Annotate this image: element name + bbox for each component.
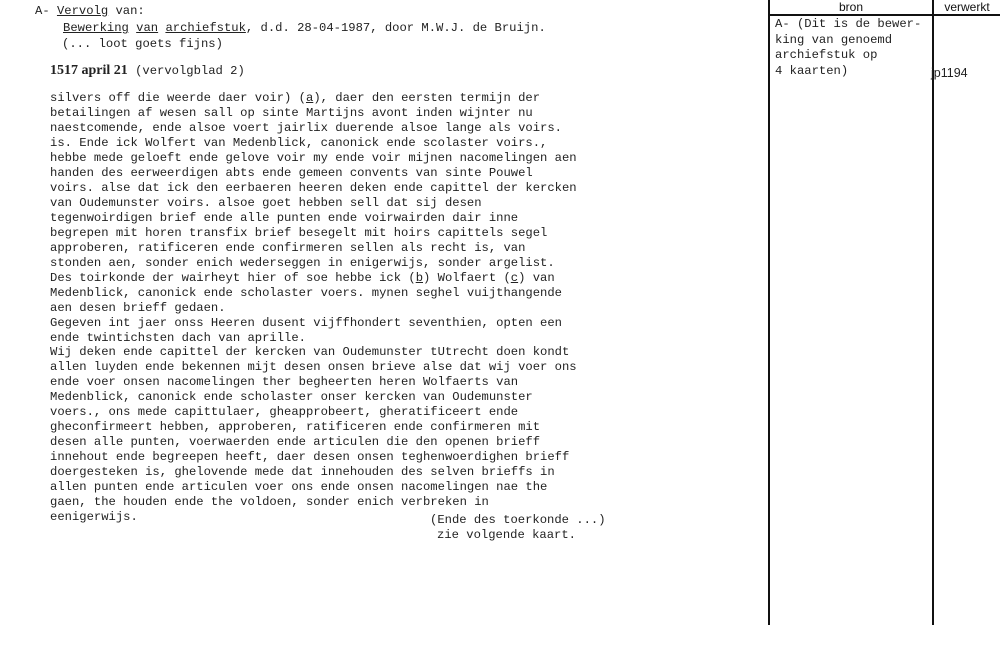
bron-line: 4 kaarten) [775, 63, 849, 78]
text-line: approberen, ratificeren ende confirmeren sellen als recht is, van [50, 241, 526, 255]
text-line: voers., ons mede capittulaer, gheapprobeert, gheratificeert ende [50, 405, 519, 419]
table-header-rule [768, 14, 1000, 16]
text-line: Medenblick, canonick ende scholaster voers. mynen seghel vuijthangende [50, 286, 562, 300]
text-line: aen desen brieff gedaen. [50, 301, 226, 315]
text-line: Wij deken ende capittel der kercken van Oudemunster tUtrecht doen kondt [50, 345, 570, 359]
text-line: Medenblick, canonick ende scholaster onser kercken van Oudemunster [50, 390, 533, 404]
van: van [136, 21, 159, 35]
table-divider [768, 0, 770, 625]
text-line: allen punten ende articulen voer ons ende onsen nacomelingen nae the [50, 480, 548, 494]
bron-line: A- (Dit is de bewer- [775, 17, 922, 31]
subtitle: (... loot goets fijns) [62, 37, 223, 51]
text-line: eenigerwijs. [50, 510, 138, 524]
text-line: ende voer onsen nacomelingen ther begheerten heren Wolfaerts van [50, 375, 519, 389]
text-line: naestcomende, ende alsoe voert jairlix duerende alsoe lange als voirs. [50, 121, 562, 135]
footnote-marker: a [305, 91, 314, 105]
archiefstuk: archiefstuk [165, 21, 246, 35]
bron-cell [775, 17, 921, 79]
date-note: (vervolgblad 2) [127, 64, 245, 78]
text-line: Des toirkonde der wairheyt hier of soe hebbe ick (b) Wolfaert (c) van [50, 271, 555, 285]
closing-line-2: zie volgende kaart. [437, 528, 576, 542]
text-line: desen alle punten, voerwaerden ende articulen die den openen brieff [50, 435, 541, 449]
text-line: gheconfirmeert hebben, approberen, ratificeren ende confirmeren mit [50, 420, 541, 434]
text-line: silvers off die weerde daer voir) (a), daer den eersten termijn der [50, 91, 541, 105]
paragraph-2 [50, 345, 577, 525]
table-divider [932, 0, 934, 625]
text-line: stonden aen, sonder enich wederseggen in enigerwijs, sonder argelist. [50, 256, 555, 270]
footnote-marker: c [510, 271, 519, 285]
column-header-verwerkt: verwerkt [944, 0, 990, 14]
text-line: van Oudemunster voirs. alsoe goet hebben sell dat sij desen [50, 196, 482, 210]
bewerking: Bewerking [63, 21, 129, 35]
text-line: doergesteken is, ghelovende mede dat innehouden des selven brieffs in [50, 465, 555, 479]
text-line: begrepen mit horen transfix brief besegelt mit hoirs capittels segel [50, 226, 548, 240]
vervolg: Vervolg [56, 4, 109, 18]
footnote-marker: b [415, 271, 424, 285]
text-line: handen des eerweerdigen abts ende gemeen convents van sinte Pouwel [50, 166, 533, 180]
prefix: A- [35, 4, 57, 18]
van: van: [108, 4, 145, 18]
text-line: is. Ende ick Wolfert van Medenblick, canonick ende scolaster voirs., [50, 136, 548, 150]
verwerkt-cell: jp1194 [931, 66, 968, 80]
text-line: gaen, the houden ende the voldoen, sonder enich verbreken in [50, 495, 489, 509]
bron-line: king van genoemd [775, 32, 893, 47]
date-heading [50, 63, 245, 79]
date: 1517 april 21 [50, 63, 128, 78]
text-line: allen luyden ende bekennen mijt desen onsen brieve alse dat wij voer ons [50, 360, 577, 374]
text-line: betailingen af wesen sall op sinte Martijns avont inden wijnter nu [50, 106, 533, 120]
text-line: hebbe mede geloeft ende gelove voir my ende voir mijnen nacomelingen aen [50, 151, 577, 165]
continuation-heading [35, 4, 145, 19]
text-line: innehout ende begreepen heeft, daer desen onsen teghenwoerdighen brieff [50, 450, 570, 464]
closing-line-1: (Ende des toerkonde ...) [430, 513, 606, 527]
bron-line: archiefstuk op [775, 48, 878, 62]
column-header-bron: bron [838, 0, 864, 14]
source-line [63, 21, 546, 36]
paragraph-1 [50, 91, 577, 346]
text-line: Gegeven int jaer onss Heeren dusent vijffhondert seventhien, opten een [50, 316, 562, 330]
text-line: ende twintichsten dach van aprille. [50, 331, 306, 345]
text-line: tegenwoirdigen brief ende alle punten ende voirwairden dair inne [50, 211, 519, 225]
text-line: voirs. alse dat ick den eerbaeren heeren deken ende capittel der kercken [50, 181, 577, 195]
source-details: , d.d. 28-04-1987, door M.W.J. de Bruijn. [245, 21, 546, 35]
